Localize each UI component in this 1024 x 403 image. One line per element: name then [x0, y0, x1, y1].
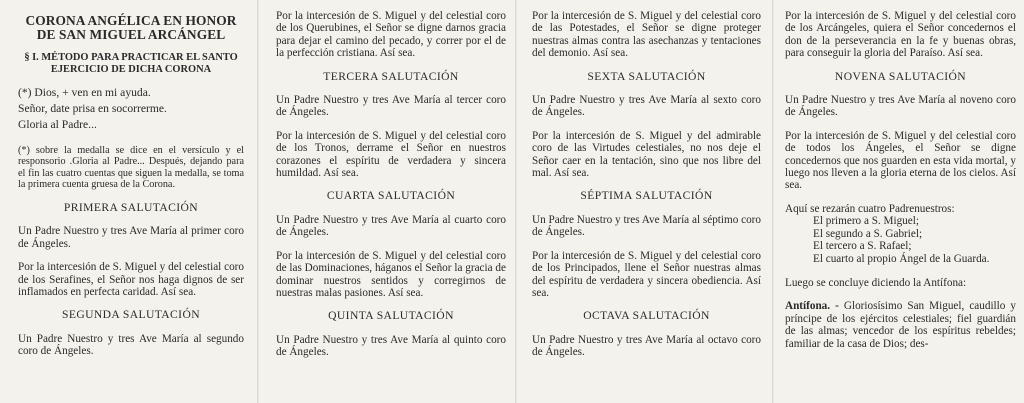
panel-3 — [516, 0, 773, 403]
sexta-paragraph-2: Por la intercesión de S. Miguel y del admirable coro de las Virtudes celestiales, no nos deje el Señor caer en la tentación, sino que nos libre del mal. Así sea. — [532, 129, 761, 180]
segunda-paragraph-1: Un Padre Nuestro y tres Ave María al segundo coro de Ángeles. — [18, 332, 244, 358]
heading-septima: SÉPTIMA SALUTACIÓN — [580, 189, 713, 203]
antifona-text: Gloriosísimo San Miguel, caudillo y príncipe de los ejércitos celestiales; fiel guardián de las almas; vencedor de los espíritus rebeldes; familiar de la casa de Dios; des- — [785, 300, 1016, 350]
heading-tercera: TERCERA SALUTACIÓN — [323, 69, 459, 83]
padrenuestros-intro: Aquí se rezarán cuatro Padrenuestros: — [785, 202, 955, 215]
tercera-paragraph-1: Un Padre Nuestro y tres Ave María al tercer coro de Ángeles. — [276, 94, 506, 119]
panel-4 — [773, 0, 1024, 403]
fold-divider — [772, 0, 774, 403]
panel-1 — [0, 0, 258, 403]
conclusion-line: Luego se concluye diciendo la Antífona: — [785, 276, 967, 289]
primera-paragraph-2: Por la intercesión de S. Miguel y del celestial coro de los Serafines, el Señor nos haga dignos de ser inflamados en perfecta caridad. Así sea. — [18, 261, 244, 299]
invocation-1: (*) Dios, + ven en mi ayuda. — [18, 86, 151, 100]
quinta-paragraph-1: Un Padre Nuestro y tres Ave María al quinto coro de Ángeles. — [276, 333, 506, 359]
fold-divider — [257, 0, 259, 403]
heading-novena: NOVENA SALUTACIÓN — [834, 69, 967, 83]
quinta-paragraph-2: Por la intercesión de S. Miguel y del celestial coro de las Potestades, el Señor se digne proteger nuestras almas contra las asechanzas y tentaciones del demonio. Así sea. — [532, 10, 761, 60]
novena-paragraph-1: Un Padre Nuestro y tres Ave María al noveno coro de Ángeles. — [785, 94, 1016, 119]
padrenuestro-2: El segundo a S. Gabriel; — [813, 227, 923, 240]
document-title: CORONA ANGÉLICA EN HONOR DE SAN MIGUEL ARCÁNGEL — [25, 13, 237, 42]
cuarta-paragraph-1: Un Padre Nuestro y tres Ave María al cuarto coro de Ángeles. — [276, 213, 506, 239]
septima-paragraph-2: Por la intercesión de S. Miguel y del celestial coro de los Principados, llene el Señor nuestras almas del espíritu de verdadera y sincera obediencia. Así sea. — [532, 249, 761, 299]
invocation-3: Gloria al Padre... — [18, 118, 97, 132]
sexta-paragraph-1: Un Padre Nuestro y tres Ave María al sexto coro de Ángeles. — [532, 94, 761, 119]
medal-note: (*) sobre la medalla se dice en el versículo y el responsorio .Gloria al Padre... Después, dejando para el fin las cuatro cuentas que siguen la medalla, se toma la primera cuenta gruesa de la Corona. — [18, 145, 244, 190]
antifona-label: Antífona. - — [785, 300, 839, 313]
heading-primera: PRIMERA SALUTACIÓN — [63, 201, 199, 214]
septima-paragraph-1: Un Padre Nuestro y tres Ave María al séptimo coro de Ángeles. — [532, 213, 761, 239]
padrenuestro-1: El primero a S. Miguel; — [813, 215, 919, 228]
primera-paragraph-1: Un Padre Nuestro y tres Ave María al primer coro de Ángeles. — [18, 225, 244, 250]
panel-2 — [258, 0, 516, 403]
tercera-paragraph-2: Por la intercesión de S. Miguel y del celestial coro de los Tronos, derrame el Señor en nuestros corazones el espíritu de verdadera y sincera humildad. Así sea. — [276, 129, 506, 180]
cuarta-paragraph-2: Por la intercesión de S. Miguel y del celestial coro de las Dominaciones, háganos el Señor la gracia de dominar nuestros sentidos y corregirnos de nuestras malas pasiones. Así sea. — [276, 249, 506, 299]
heading-cuarta: CUARTA SALUTACIÓN — [326, 189, 456, 203]
segunda-paragraph-2: Por la intercesión de S. Miguel y del celestial coro de los Querubines, el Señor se digne darnos gracia para dejar el camino del pecado, y correr por el de la perfección cristiana. Así sea. — [276, 10, 506, 60]
padrenuestro-3: El tercero a S. Rafael; — [813, 240, 912, 253]
heading-segunda: SEGUNDA SALUTACIÓN — [62, 308, 200, 322]
antifona-paragraph — [785, 300, 1016, 350]
fold-divider — [515, 0, 517, 403]
invocation-2: Señor, date prisa en socorrerme. — [18, 102, 167, 116]
octava-paragraph-2: Por la intercesión de S. Miguel y del celestial coro de los Arcángeles, quiera el Señor concedernos el don de la perseverancia en la fe y buenas obras, para conseguir la gloria del Paraíso. Así sea. — [785, 10, 1016, 60]
heading-sexta: SEXTA SALUTACIÓN — [587, 69, 706, 83]
heading-quinta: QUINTA SALUTACIÓN — [328, 309, 454, 323]
octava-paragraph-1: Un Padre Nuestro y tres Ave María al octavo coro de Ángeles. — [532, 333, 761, 359]
method-heading: § I. MÉTODO PARA PRACTICAR EL SANTO EJERCICIO DE DICHA CORONA — [24, 52, 238, 75]
padrenuestro-4: El cuarto al propio Ángel de la Guarda. — [813, 252, 990, 265]
heading-octava: OCTAVA SALUTACIÓN — [583, 309, 710, 323]
novena-paragraph-2: Por la intercesión de S. Miguel y del celestial coro de todos los Ángeles, el Señor se digne concedernos que nos guarden en esta vida mortal, y luego nos lleven a la gloria eterna de los cielos. Así sea. — [785, 129, 1016, 192]
